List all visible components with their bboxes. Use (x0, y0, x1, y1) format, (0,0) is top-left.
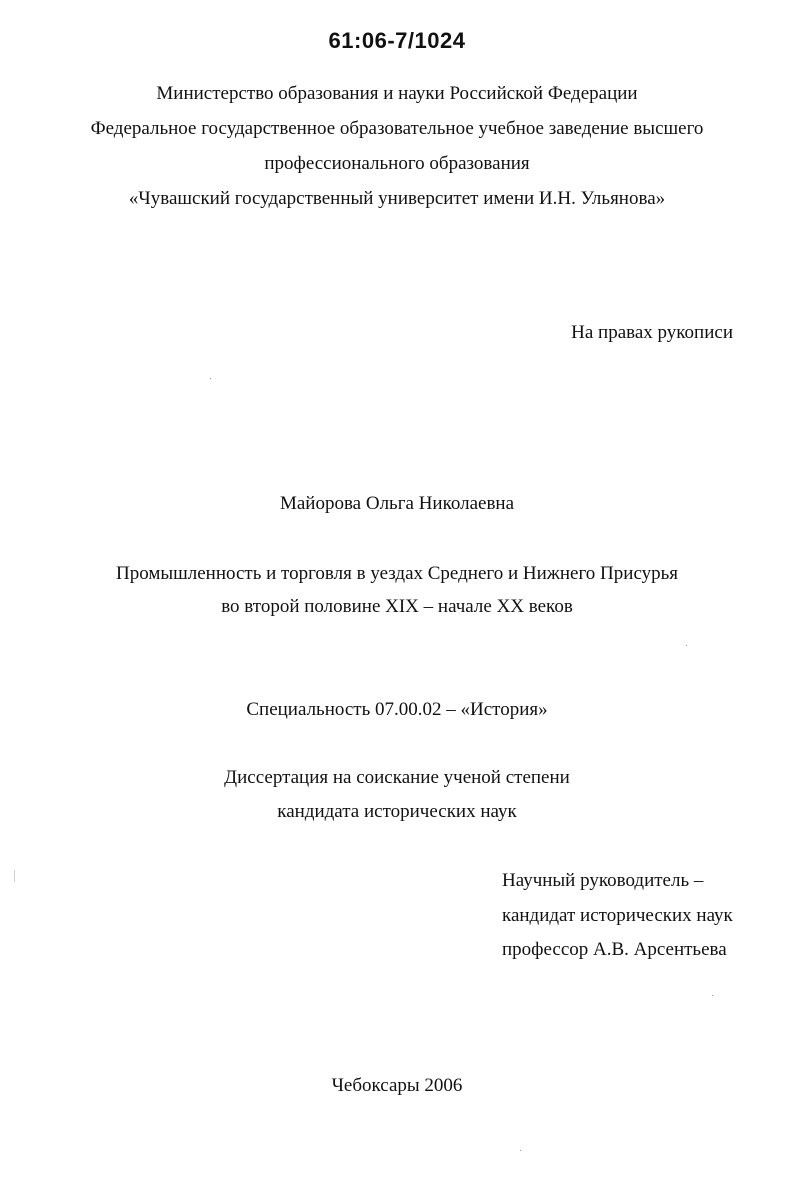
ministry-line: Министерство образования и науки Российской Федерации (156, 83, 638, 104)
scan-speck (686, 645, 687, 646)
scan-speck (210, 378, 211, 379)
institution-line-2: профессионального образования (264, 153, 530, 174)
degree-line-1: Диссертация на соискание ученой степени (224, 767, 570, 788)
archive-code: 61:06-7/1024 (328, 28, 466, 53)
scan-speck (712, 995, 713, 996)
supervisor-line-2: кандидат исторических наук (502, 905, 733, 926)
dissertation-title-line-1: Промышленность и торговля в уездах Среднего и Нижнего Присурья (115, 563, 679, 584)
supervisor-line-3: профессор А.В. Арсентьева (502, 939, 727, 960)
institution-line-1: Федеральное государственное образовательное учебное заведение высшего (90, 118, 704, 139)
university-line: «Чувашский государственный университет имени И.Н. Ульянова» (128, 188, 666, 209)
supervisor-line-1: Научный руководитель – (502, 870, 704, 891)
dissertation-title-line-2: во второй половине XIX – начале XX веков (221, 596, 573, 617)
manuscript-rights: На правах рукописи (571, 322, 733, 343)
specialty-line: Специальность 07.00.02 – «История» (246, 699, 548, 720)
degree-line-2: кандидата исторических наук (277, 801, 517, 822)
scan-speck (520, 1150, 521, 1151)
scan-speck (14, 870, 15, 882)
city-year: Чебоксары 2006 (331, 1075, 463, 1096)
author-name: Майорова Ольга Николаевна (279, 493, 515, 514)
